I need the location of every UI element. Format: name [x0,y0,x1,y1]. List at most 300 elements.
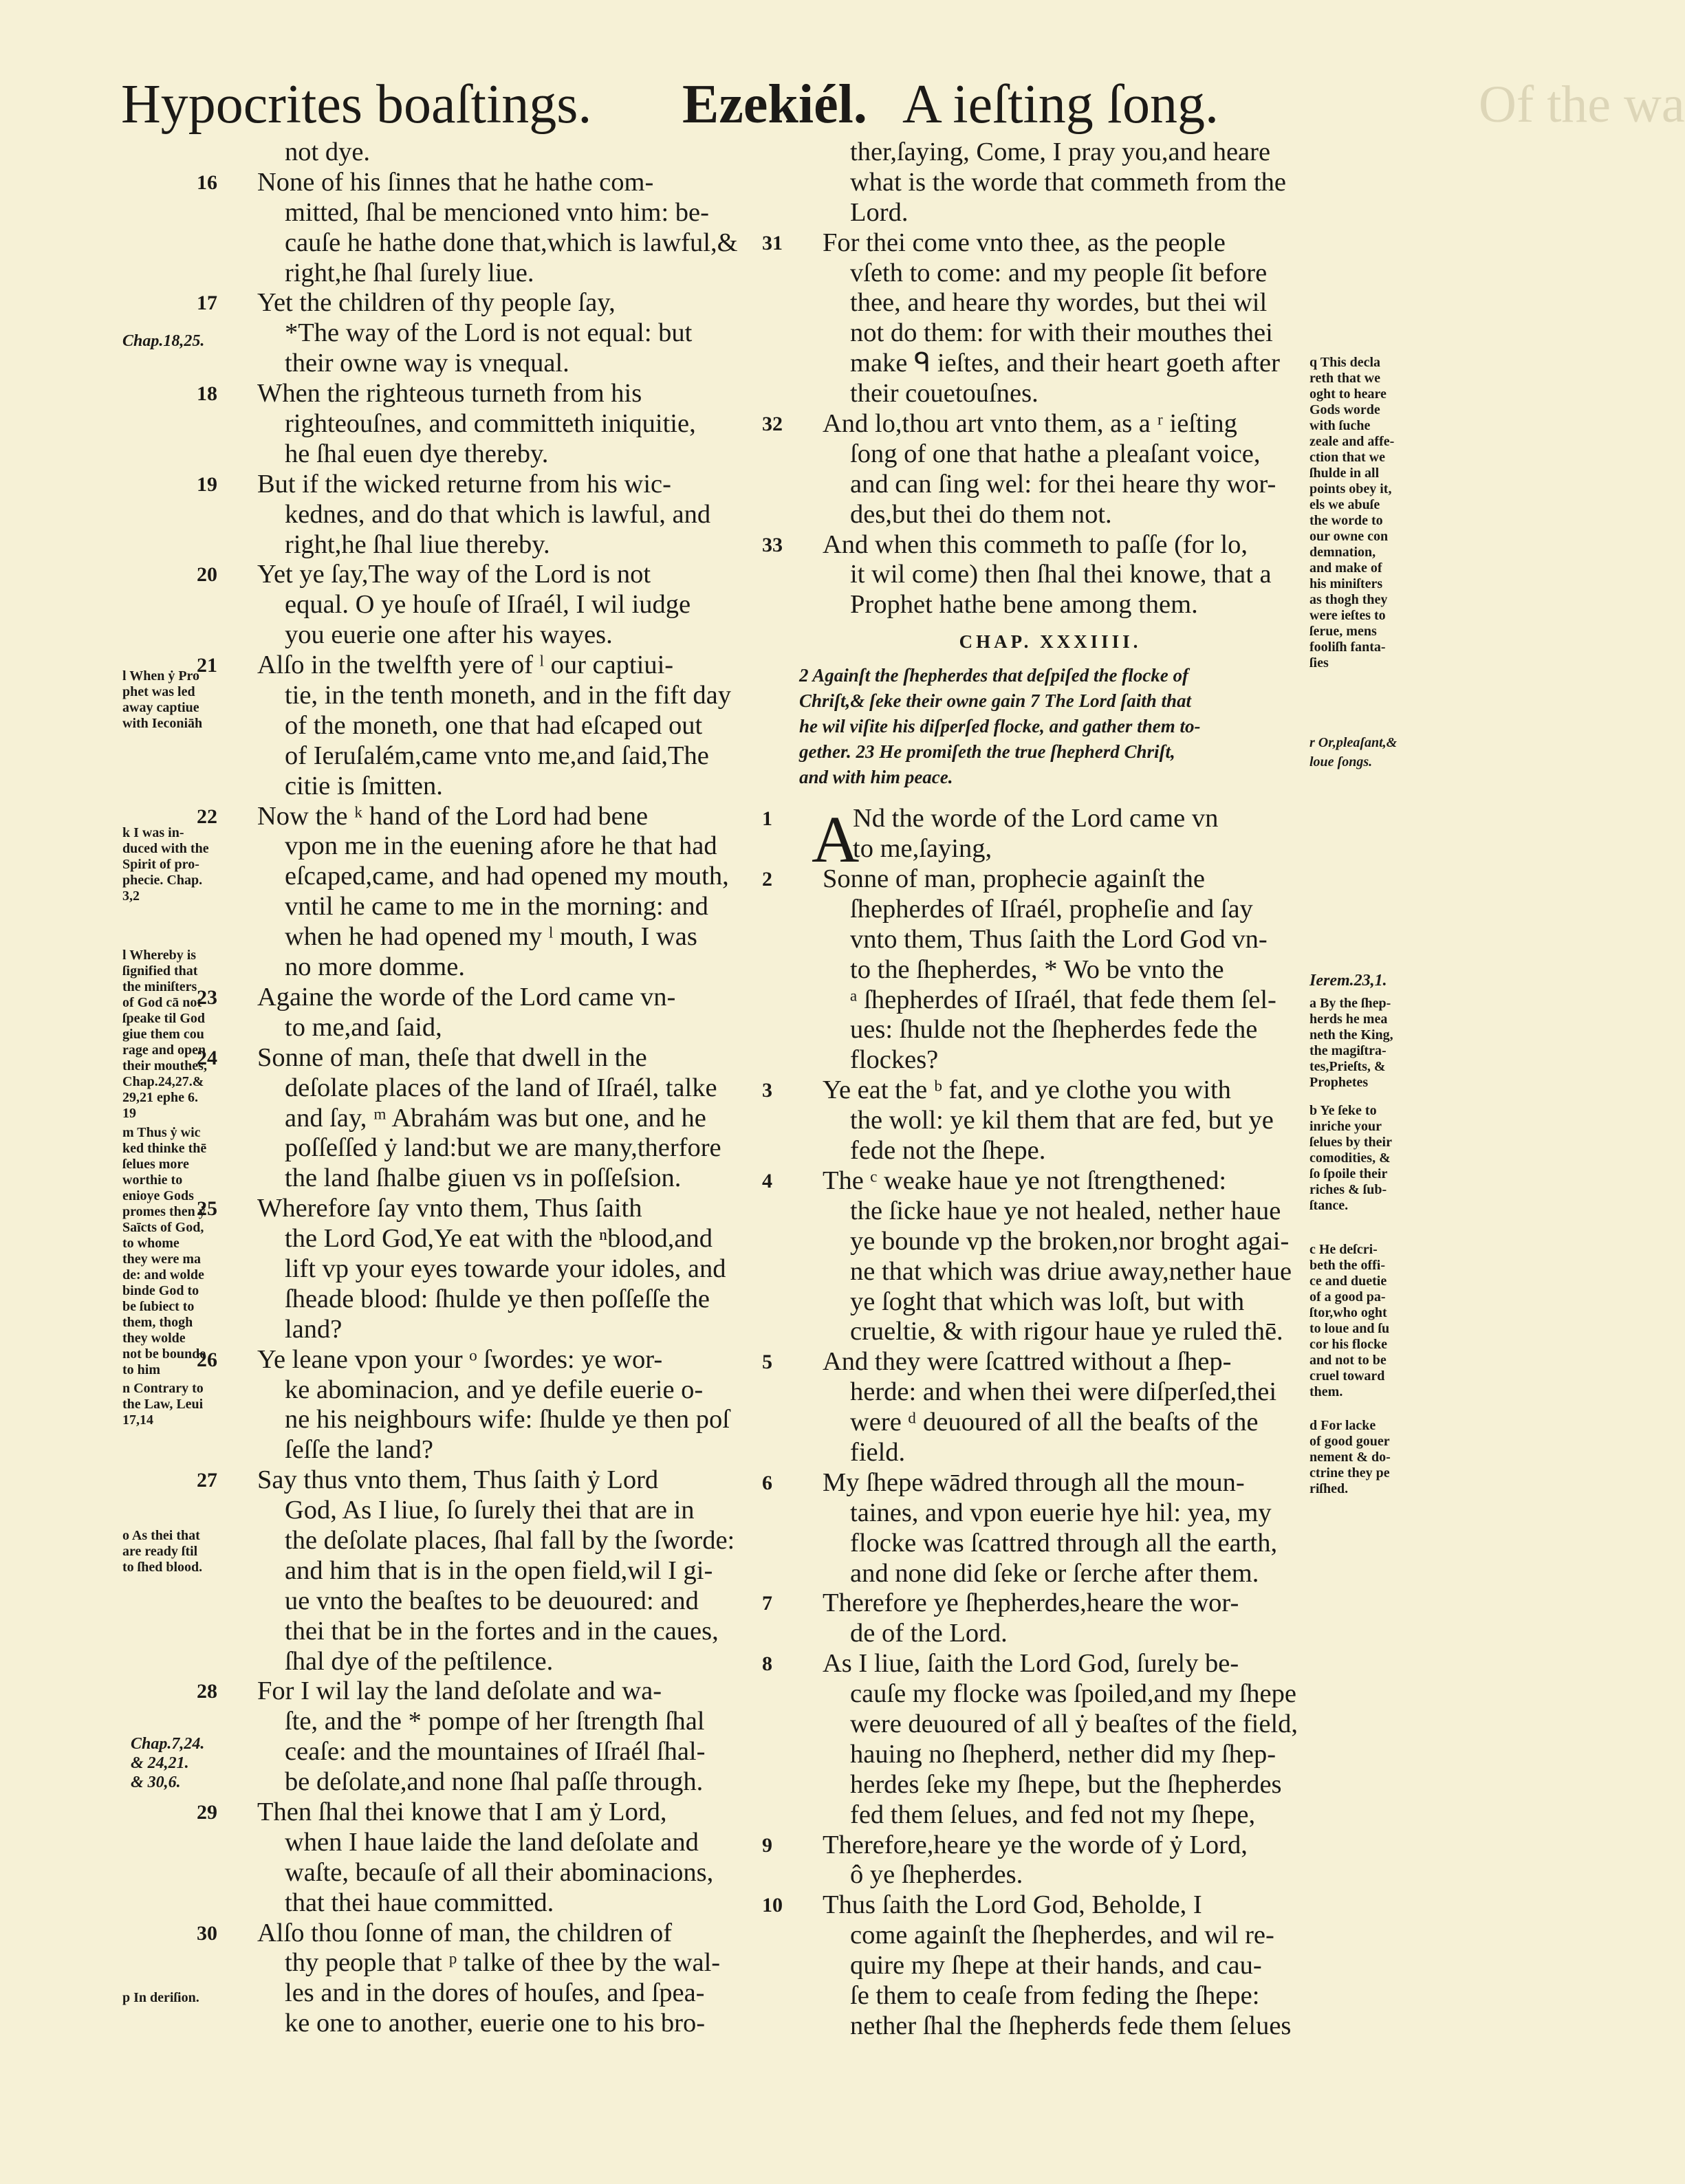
margin-note-line: ſtance. [1309,1198,1349,1213]
verse-number: 16 [197,171,217,194]
text-line [234,1435,777,1465]
verse-text: flocke was ſcattred through all the earth, [850,1528,1278,1558]
margin-note-line: with ſuche [1309,418,1371,433]
verse-number [194,772,237,802]
text-line [197,651,777,681]
text-line [197,1042,777,1073]
text-line [799,1408,1301,1438]
verse-text: of Ieruſalém,came vnto me,and ſaid,The [285,741,709,770]
text-line [234,1315,777,1345]
bleed-through-text: Of the wa [1479,76,1685,133]
chapter-34-body [762,802,1301,2042]
text-line [234,318,777,349]
verse-number [759,955,802,985]
verse-number [194,741,237,772]
verse-number: 22 [197,805,217,828]
text-line [799,1529,1301,1559]
verse-text: thee, and heare thy wordes, but thei wil [850,288,1268,318]
margin-note-line: were ieſtes to [1309,608,1386,623]
verse-number: 9 [762,1833,772,1857]
text-line [234,590,777,620]
text-line [799,1921,1301,1951]
margin-note-line: with Ieconiāh [122,716,203,731]
verse-number [759,198,802,228]
verse-number [759,1710,802,1740]
text-line [197,1918,777,1949]
margin-note-line: Prophetes [1309,1075,1369,1090]
text-line [234,681,777,711]
text-line [799,1740,1301,1770]
verse-text: that thei haue committed. [285,1888,554,1917]
margin-note-line: Ierem.23,1. [1309,972,1387,990]
text-line [234,439,777,470]
text-line [799,925,1301,955]
margin-note-line: Chap.7,24. [131,1735,205,1753]
text-line [762,1890,1301,1921]
verse-number [759,590,802,620]
text-line [799,1679,1301,1710]
text-line [799,288,1301,318]
verse-number [194,500,237,530]
text-line [762,228,1301,259]
margin-note-p [122,1990,253,2006]
verse-number: 30 [197,1921,217,1945]
text-line [799,1136,1301,1166]
margin-note-line: beth the offi- [1309,1258,1385,1273]
verse-number: 4 [762,1169,772,1192]
verse-text: None of his ſinnes that he hathe com- [257,167,654,197]
verse-number [194,1707,237,1737]
verse-text: ke abominacion, and ye defile euerie o- [285,1375,704,1404]
verse-text: field. [850,1437,906,1467]
verse-text: Therefore ye ſhepherdes,heare the wor- [823,1588,1239,1618]
verse-number [194,439,237,470]
text-line [234,1978,777,2009]
text-line [234,1254,777,1285]
verse-number: 8 [762,1652,772,1676]
verse-text: right,he ſhal liue thereby. [285,529,550,559]
text-line [234,198,777,228]
verse-text: Then ſhal thei knowe that I am ẏ Lord, [257,1797,667,1826]
summary-line: 2 Againſt the ſhepherdes that deſpiſed the flocke of [799,665,1188,686]
verse-text: he ſhal euen dye thereby. [285,439,549,468]
margin-note-line: oght to heare [1309,386,1387,402]
margin-note-line: l Whereby is [122,948,197,963]
verse-text: Alſo in the twelfth yere of ˡ our captiui- [257,651,674,680]
verse-text: And they were ſcattred without a ſhep- [823,1347,1232,1377]
margin-note-line: to whome [122,1236,180,1251]
margin-note-line: not be bounde [122,1346,206,1362]
verse-text: their owne way is vnequal. [285,349,569,378]
verse-number: 19 [197,472,217,496]
verse-text: vntil he came to me in the morning: and [285,892,708,921]
chapter-title: CHAP. XXXIIII. [959,631,1142,653]
text-line [799,379,1301,409]
verse-number [759,470,802,500]
verse-text: land? [285,1314,343,1344]
text-line [799,834,1301,864]
verse-text: Ye leane vpon your ᵒ ſwordes: ye wor- [257,1344,663,1374]
margin-note-k [122,825,253,904]
text-line [762,1830,1301,1861]
verse-text: ke one to another, euerie one to his bro- [285,2009,706,2038]
margin-note-line: ſignified that [122,963,198,979]
text-line [234,138,777,168]
verse-number [194,1888,237,1919]
verse-text: ſhal dye of the peſtilence. [285,1646,554,1676]
margin-note-line: our owne con [1309,529,1389,544]
verse-number [759,168,802,198]
margin-note-line: b Ye ſeke to [1309,1103,1377,1118]
verse-number: 26 [197,1348,217,1371]
margin-note-line: them, thogh [122,1315,193,1330]
verse-number: 20 [197,563,217,587]
margin-note-line: Chap.24,27.& [122,1074,204,1089]
verse-text: Nd the worde of the Lord came vn [853,804,1219,833]
text-line [799,560,1301,590]
verse-text: For thei come vnto thee, as the people [823,228,1226,257]
verse-text: eſcaped,came, and had opened my mouth, [285,862,729,891]
text-line [234,1556,777,1586]
margin-note-line: as thogh they [1309,592,1388,607]
verse-number [759,1559,802,1589]
verse-text: herdes ſeke my ſhepe, but the ſhepherdes [850,1769,1282,1799]
text-line [234,1013,777,1043]
margin-note-line: ſhulde in all [1309,466,1380,481]
verse-number [759,1257,802,1287]
text-line [799,1257,1301,1287]
margin-note-line: o As thei that [122,1528,200,1543]
margin-note-line: r Or,pleaſant,& [1309,735,1398,750]
verse-number [759,1136,802,1166]
text-line [234,831,777,862]
verse-text: poſſeſſed ẏ land:but we are many,therfore [285,1133,721,1163]
verse-text: thy people that ᵖ talke of thee by the wal- [285,1948,721,1978]
margin-note-line: enioye Gods [122,1188,194,1203]
verse-number [759,1800,802,1831]
margin-note-line: & 24,21. [131,1754,189,1772]
verse-text: de of the Lord. [850,1619,1008,1648]
text-line [234,1737,777,1767]
verse-number [759,1106,802,1136]
margin-note-line: herds he mea [1309,1012,1388,1027]
chapter-summary [799,663,1301,790]
text-line [799,1106,1301,1136]
text-line [234,1828,777,1858]
verse-text: the deſolate places, ſhal fall by the ſworde: [285,1525,735,1555]
verse-text: and him that is in the open field,wil I gi- [285,1555,713,1585]
drop-cap: A [812,802,860,877]
margin-note-line: to him [122,1362,160,1377]
verse-text: to me,and ſaid, [285,1012,442,1042]
verse-text: When the righteous turneth from his [257,379,642,408]
verse-text: ye ſoght that which was loſt, but with [850,1287,1245,1316]
verse-text: citie is ſmitten. [285,771,443,800]
text-line [234,409,777,439]
text-line [197,1465,777,1496]
verse-text: flockes? [850,1045,939,1075]
margin-note-line: comodities, & [1309,1150,1391,1166]
verse-text: were deuoured of all ẏ beaſtes of the field, [850,1709,1298,1738]
text-line [234,741,777,772]
margin-note-line: d For lacke [1309,1418,1376,1433]
margin-note-line: ſelues by their [1309,1135,1392,1150]
text-line [799,895,1301,925]
verse-number [759,834,802,864]
verse-text: ſe them to ceaſe from feding the ſhepe: [850,1980,1260,2010]
verse-number [194,1586,237,1617]
verse-number [759,985,802,1016]
margin-note-line: ſpeake til God [122,1011,206,1026]
margin-cross-ref-3 [1309,971,1426,990]
margin-note-line: and make of [1309,560,1382,576]
verse-text: The ᶜ weake haue ye not ſtrengthened: [823,1166,1227,1195]
text-line [762,1588,1301,1619]
text-line [234,1496,777,1526]
verse-number [194,1647,237,1677]
margin-note-line: neth the King, [1309,1027,1393,1042]
verse-text: Prophet hathe bene among them. [850,590,1198,620]
verse-text: herde: and when thei were diſperſed,thei [850,1377,1277,1407]
margin-note-line: points obey it, [1309,481,1392,496]
margin-note-line: l When ẏ Pro [122,668,200,684]
verse-text: their couetouſnes. [850,379,1039,408]
margin-note-line: n Contrary to [122,1381,204,1396]
verse-text: the land ſhalbe giuen vs in poſſeſsion. [285,1164,682,1193]
verse-number [759,379,802,409]
margin-note-line: of a good pa- [1309,1289,1386,1304]
margin-note-line: his miniſters [1309,576,1383,591]
right-text-column [762,138,1301,2042]
verse-text: waſte, becauſe of all their abominacions, [285,1857,714,1887]
margin-note-line: riches & ſub- [1309,1182,1387,1197]
verse-number: 31 [762,231,783,254]
verse-text: ſong of one that hathe a pleaſant voice, [850,439,1261,468]
running-header-left: Hypocrites boaſtings. [121,74,592,135]
text-line [234,228,777,259]
text-line [799,1287,1301,1318]
verse-text: Yet the children of thy people ſay, [257,288,616,318]
margin-note-line: reth that we [1309,371,1380,386]
verse-text: vpon me in the euening afore he that had [285,831,717,861]
verse-text: My ſhepe wādred through all the moun- [823,1467,1245,1497]
margin-note-line: 29,21 ephe 6. [122,1090,198,1105]
verse-text: what is the worde that commeth from the [850,167,1287,197]
margin-note-l [122,668,253,732]
verse-text: Say thus vnto them, Thus ſaith ẏ Lord [257,1465,659,1495]
text-line [799,1015,1301,1045]
text-line [234,1707,777,1737]
verse-number [759,560,802,590]
verse-text: Sonne of man, theſe that dwell in the [257,1042,647,1072]
verse-text: ô ye ſhepherdes. [850,1860,1023,1890]
margin-note-line: tes,Prieſts, & [1309,1059,1386,1074]
verse-number [759,1740,802,1770]
verse-number: 17 [197,292,217,315]
verse-number [194,349,237,379]
verse-text: fed them ſelues, and fed not my ſhepe, [850,1800,1256,1829]
text-line [234,772,777,802]
verse-text: you euerie one after his wayes. [285,620,613,650]
margin-note-line: ctrine they pe [1309,1465,1390,1481]
verse-text: ceaſe: and the mountaines of Iſraél ſhal- [285,1737,706,1767]
verse-number [194,2009,237,2039]
margin-note-line: loue ſongs. [1309,754,1373,769]
verse-number: 28 [197,1680,217,1703]
margin-note-line: nement & do- [1309,1450,1391,1465]
margin-note-line: zeale and affe- [1309,434,1395,449]
verse-text: cauſe my flocke was ſpoiled,and my ſhepe [850,1679,1296,1709]
text-line [234,620,777,651]
verse-text: hauing no ſhepherd, nether did my ſhep- [850,1739,1276,1769]
verse-text: thei that be in the fortes and in the caues, [285,1616,719,1646]
verse-number [194,1948,237,1978]
verse-text: And lo,thou art vnto them, as a ʳ ieſting [823,409,1237,439]
margin-note-line: worthie to [122,1172,183,1188]
margin-note-line: cruel toward [1309,1368,1385,1384]
verse-text: not dye. [285,138,371,166]
verse-text: nether ſhal the ſhepherds fede them ſelues [850,2011,1292,2040]
margin-note-line: away captiue [122,700,199,715]
text-line [762,1166,1301,1197]
verse-text: taines, and vpon euerie hye hil: yea, my [850,1498,1272,1527]
verse-number [194,1617,237,1647]
text-line [234,1375,777,1406]
verse-number [759,1498,802,1529]
verse-number [194,1858,237,1888]
verse-number [759,2011,802,2042]
verse-text: vſeth to come: and my people ſit before [850,258,1268,287]
verse-number [194,198,237,228]
margin-note-line: 3,2 [122,888,140,904]
verse-text: And when this commeth to paſſe (for lo, [823,529,1248,559]
verse-number [759,349,802,379]
verse-text: it wil come) then ſhal thei knowe, that a [850,560,1272,589]
verse-text: des,but thei do them not. [850,499,1112,529]
margin-note-line: fooliſh fanta- [1309,640,1386,655]
text-line [234,1073,777,1104]
verse-text: and can ſing wel: for thei heare thy wor- [850,469,1276,499]
verse-text: cauſe he hathe done that,which is lawful,& [285,228,738,257]
verse-text: fede not the ſhepe. [850,1136,1046,1166]
margin-note-a [1309,996,1426,1091]
margin-note-line: 17,14 [122,1412,153,1428]
verse-text: But if the wicked returne from his wic- [257,469,671,499]
verse-number: 7 [762,1592,772,1615]
verse-number [759,500,802,530]
verse-text: equal. O ye houſe of Iſraél, I wil iudge [285,590,691,620]
text-line [799,168,1301,198]
chapter-33-ending [762,138,1301,620]
margin-note-o [122,1528,253,1575]
verse-number: 2 [762,868,772,891]
text-line [234,1405,777,1435]
verse-number [194,1828,237,1858]
text-line [762,1467,1301,1498]
verse-text: ue vnto the beaſtes to be deuoured: and [285,1586,699,1615]
verse-number [194,1435,237,1465]
verse-number [759,1287,802,1318]
summary-line: and with him peace. [799,767,953,788]
verse-number [759,259,802,289]
text-line [799,985,1301,1016]
verse-text: ne his neighbours wife: ſhulde ye then poſ [285,1405,730,1434]
margin-note-line: phet was led [122,684,195,699]
text-line [197,167,777,198]
margin-note-line: ſtor,who oght [1309,1305,1387,1320]
margin-note-line: k I was in- [122,825,184,840]
text-line [234,1647,777,1677]
verse-text: As I liue, ſaith the Lord God, ſurely be- [823,1649,1239,1679]
verse-number: 24 [197,1046,217,1069]
verse-text: to the ſhepherdes, * Wo be vnto the [850,954,1224,984]
verse-number [759,895,802,925]
margin-note-line: binde God to [122,1283,199,1298]
verse-number [759,1619,802,1649]
margin-note-line: ked thinke thē [122,1141,207,1156]
verse-number: 10 [762,1894,783,1917]
margin-note-line: ſies [1309,655,1329,670]
verse-text: and none did ſeke or ſerche after them. [850,1558,1259,1588]
running-header-book: Ezekiél. [682,74,867,135]
text-line [799,1710,1301,1740]
text-line [762,804,1301,834]
text-line [234,500,777,530]
verse-number [194,1496,237,1526]
margin-note-line: inriche your [1309,1119,1382,1134]
text-line [234,1104,777,1134]
margin-note-line: phecie. Chap. [122,873,203,888]
margin-note-line: their mouthes, [122,1058,207,1073]
text-line [762,529,1301,560]
margin-note-line: ſerue, mens [1309,624,1377,639]
text-line [197,1344,777,1375]
text-line [234,349,777,379]
text-line [234,1224,777,1254]
text-line [234,259,777,289]
text-line [799,1317,1301,1347]
verse-number: 27 [197,1469,217,1492]
verse-number [194,530,237,560]
text-line [762,409,1301,439]
text-line [799,1498,1301,1529]
verse-text: ſheade blood: ſhulde ye then poſſeſſe the [285,1284,710,1313]
verse-number [759,1921,802,1951]
verse-text: ye bounde vp the broken,nor broght agai- [850,1226,1290,1256]
margin-note-q [1309,355,1426,671]
margin-note-d [1309,1418,1426,1497]
verse-text: the Lord God,Ye eat with the ⁿblood,and [285,1224,713,1254]
margin-note-line: of God cā not [122,995,202,1010]
verse-text: Sonne of man, prophecie againſt the [823,864,1205,894]
verse-text: les and in the dores of houſes, and ſpea- [285,1978,705,2008]
text-line [799,1197,1301,1227]
verse-number: 3 [762,1079,772,1102]
margin-note-line: de: and wolde [122,1267,204,1282]
margin-note-b [1309,1103,1426,1214]
margin-note-line: Spirit of pro- [122,857,199,872]
verse-number [759,1227,802,1257]
verse-text: Thus ſaith the Lord God, Beholde, I [823,1890,1202,1920]
text-line [234,711,777,741]
margin-note-line: ſelues more [122,1157,189,1172]
text-line [762,1649,1301,1679]
verse-number: 23 [197,985,217,1009]
verse-text: deſolate places of the land of Iſraél, talke [285,1073,717,1102]
margin-note-line: Gods worde [1309,402,1380,417]
verse-text: right,he ſhal ſurely liue. [285,258,534,287]
text-line [799,500,1301,530]
